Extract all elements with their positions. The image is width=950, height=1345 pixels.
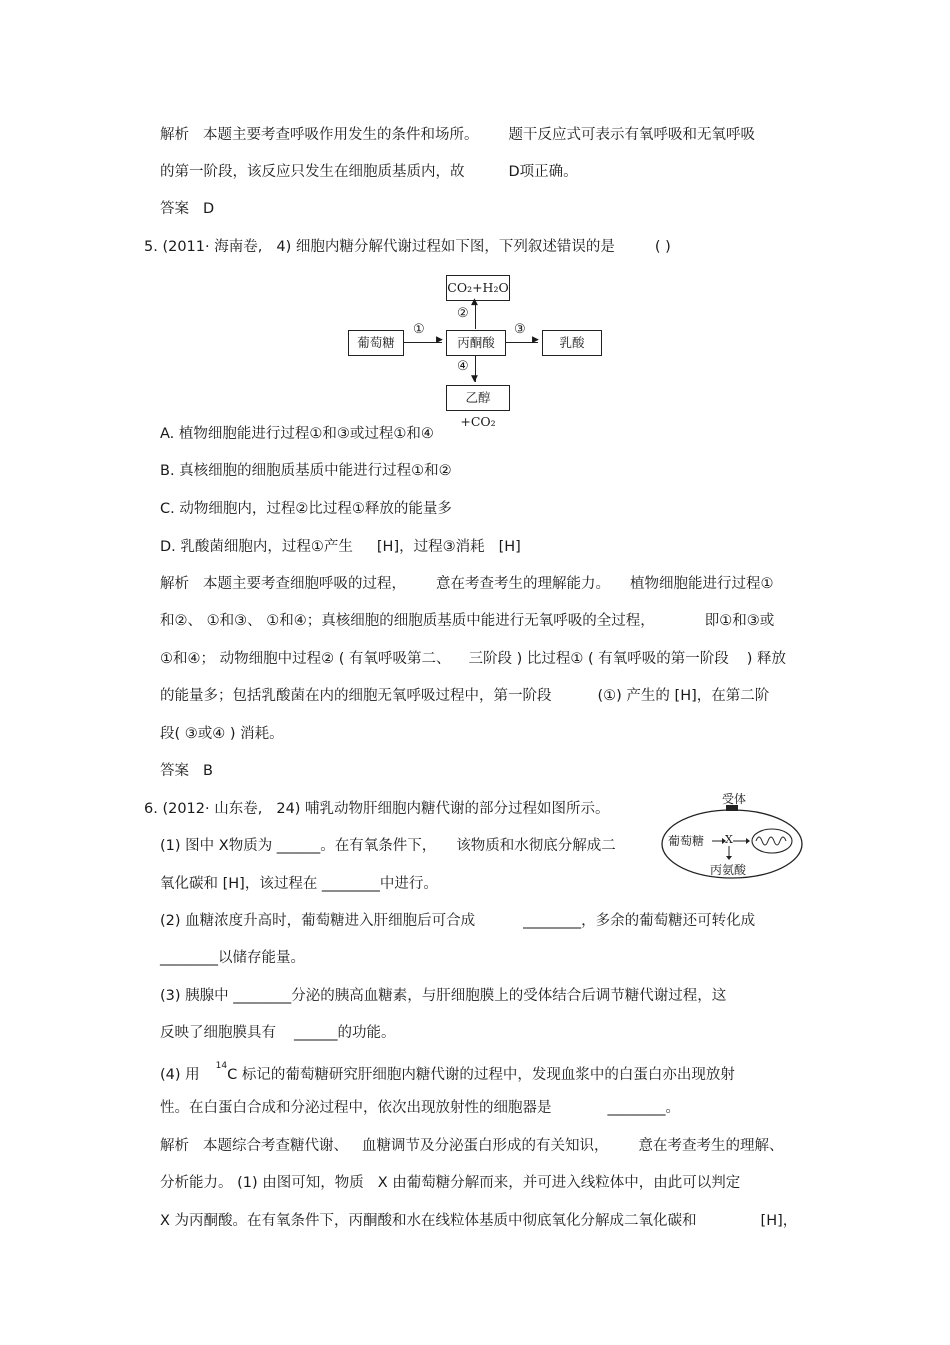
step-2-label: ② bbox=[457, 306, 469, 321]
arrowhead-icon: ▶ bbox=[436, 335, 443, 345]
subquestion-1 bbox=[160, 836, 616, 856]
analysis-line bbox=[160, 1173, 740, 1193]
step-3-label: ③ bbox=[514, 322, 526, 337]
analysis-label: 解析 bbox=[160, 1138, 189, 1154]
lactate-box: 乳酸 bbox=[542, 330, 602, 356]
analysis-text: 三阶段 ) 比过程① ( 有氧呼吸的第一阶段 bbox=[468, 651, 729, 667]
arrowhead-down-icon: ▼ bbox=[471, 374, 478, 384]
x-label: X bbox=[725, 833, 733, 846]
answer-line bbox=[160, 199, 214, 219]
glucose-metabolism-diagram bbox=[348, 270, 608, 429]
answer-value: D bbox=[203, 201, 215, 217]
question-text: 4) 细胞内糖分解代谢过程如下图，下列叙述错误的是 bbox=[276, 239, 615, 255]
subquestion-1-cont: 氧化碳和 [H]，该过程在 ________中进行。 bbox=[160, 876, 438, 892]
analysis-text: 和②、 ①和③、 ①和④；真核细胞的细胞质基质中能进行无氧呼吸的全过程， bbox=[160, 613, 655, 629]
question-source: 5. (2011· 海南卷, bbox=[144, 239, 263, 255]
question-text: 反映了细胞膜具有 bbox=[160, 1025, 276, 1041]
glucose-label: 葡萄糖 bbox=[668, 834, 705, 848]
answer-label: 答案 bbox=[160, 763, 189, 779]
analysis-text: 本题综合考查糖代谢、 bbox=[203, 1138, 348, 1154]
question-stem bbox=[144, 237, 671, 257]
answer-line bbox=[160, 761, 213, 781]
analysis-text: 植物细胞能进行过程① bbox=[630, 576, 774, 592]
ethanol-co2-box: 乙醇 +CO₂ bbox=[446, 385, 510, 411]
isotope-superscript: 14 bbox=[215, 1061, 228, 1071]
analysis-line bbox=[160, 574, 774, 594]
question-text: 性。在白蛋白合成和分泌过程中，依次出现放射性的细胞器是 bbox=[160, 1100, 552, 1116]
subquestion-4-cont bbox=[160, 1098, 680, 1118]
question-source: 6. (2012· 山东卷, bbox=[144, 801, 263, 817]
analysis-text: 的第一阶段，该反应只发生在细胞质基质内，故 bbox=[160, 164, 465, 180]
analysis-text: 即①和③或 bbox=[704, 613, 775, 629]
analysis-text: 血糖调节及分泌蛋白形成的有关知识， bbox=[362, 1138, 609, 1154]
question-text: ______的功能。 bbox=[294, 1025, 396, 1041]
analysis-text: 的能量多；包括乳酸菌在内的细胞无氧呼吸过程中，第一阶段 bbox=[160, 688, 552, 704]
analysis-text: 意在考查考生的理解能力。 bbox=[436, 576, 610, 592]
analysis-text: ) 释放 bbox=[746, 651, 787, 667]
analysis-line bbox=[160, 1211, 797, 1231]
option-text: D. 乳酸菌细胞内，过程①产生 bbox=[160, 539, 353, 555]
question-stem bbox=[144, 799, 610, 819]
analysis-text: 本题主要考查细胞呼吸的过程， bbox=[203, 576, 406, 592]
analysis-line bbox=[160, 611, 774, 631]
analysis-text: 意在考查考生的理解、 bbox=[638, 1138, 784, 1154]
analysis-text: ①和④； 动物细胞中过程② ( 有氧呼吸第二、 bbox=[160, 651, 451, 667]
answer-value: B bbox=[203, 763, 213, 779]
subquestion-3: (3) 胰腺中 ________分泌的胰高血糖素，与肝细胞膜上的受体结合后调节糖代谢过程，这 bbox=[160, 988, 727, 1004]
analysis-line: 段( ③或④ ) 消耗。 bbox=[160, 726, 284, 742]
co2-h2o-box: CO₂+H₂O bbox=[446, 275, 510, 301]
option-c: C. 动物细胞内，过程②比过程①释放的能量多 bbox=[160, 501, 452, 517]
answer-label: 答案 bbox=[160, 201, 189, 217]
option-text: [H] bbox=[498, 539, 521, 555]
analysis-label: 解析 bbox=[160, 576, 189, 592]
analysis-text: X 为丙酮酸。在有氧条件下，丙酮酸和水在线粒体基质中彻底氧化分解成二氧化碳和 bbox=[160, 1213, 697, 1229]
subquestion-3-cont bbox=[160, 1023, 396, 1043]
question-text: (1) 图中 X物质为 ______。在有氧条件下， bbox=[160, 838, 437, 854]
analysis-line bbox=[160, 125, 755, 145]
analysis-text: X 由葡萄糖分解而来，并可进入线粒体中，由此可以判定 bbox=[377, 1175, 741, 1191]
question-text: (2) 血糖浓度升高时，葡萄糖进入肝细胞后可合成 bbox=[160, 913, 476, 929]
option-d bbox=[160, 537, 521, 557]
arrowhead-up-icon: ▲ bbox=[471, 297, 478, 307]
step-1-label: ① bbox=[413, 322, 425, 337]
analysis-text: [H]， bbox=[760, 1213, 798, 1229]
analysis-text: 分析能力。 (1) 由图可知，物质 bbox=[160, 1175, 364, 1191]
question-text: 24) 哺乳动物肝细胞内糖代谢的部分过程如图所示。 bbox=[276, 801, 610, 817]
subquestion-2-cont: ________以储存能量。 bbox=[160, 950, 305, 966]
analysis-label: 解析 bbox=[160, 127, 189, 143]
analysis-text: 题干反应式可表示有氧呼吸和无氧呼吸 bbox=[508, 127, 755, 143]
analysis-line bbox=[160, 1136, 784, 1156]
pyruvate-box: 丙酮酸 bbox=[446, 330, 506, 356]
receptor-label: 受体 bbox=[722, 792, 747, 806]
question-text: C 标记的葡萄糖研究肝细胞内糖代谢的过程中，发现血浆中的白蛋白亦出现放射 bbox=[227, 1066, 735, 1083]
analysis-line bbox=[160, 686, 769, 706]
analysis-line bbox=[160, 162, 578, 182]
question-text: 该物质和水彻底分解成二 bbox=[456, 838, 616, 854]
analysis-text: D项正确。 bbox=[508, 164, 578, 180]
question-text: ________。 bbox=[607, 1100, 680, 1116]
glucose-box: 葡萄糖 bbox=[348, 330, 404, 356]
option-a: A. 植物细胞能进行过程①和③或过程①和④ bbox=[160, 426, 434, 442]
subquestion-4 bbox=[160, 1061, 735, 1085]
arrowhead-icon: ▶ bbox=[532, 335, 539, 345]
question-text: ________，多余的葡萄糖还可转化成 bbox=[523, 913, 756, 929]
step-4-label: ④ bbox=[457, 359, 469, 374]
analysis-line bbox=[160, 649, 786, 669]
alanine-label: 丙氨酸 bbox=[710, 863, 747, 877]
analysis-text: 本题主要考查呼吸作用发生的条件和场所。 bbox=[203, 127, 479, 143]
question-text: (4) 用 bbox=[160, 1066, 200, 1083]
subquestion-2 bbox=[160, 911, 755, 931]
analysis-text: (①) 产生的 [H]，在第二阶 bbox=[597, 688, 770, 704]
answer-bracket: ( ) bbox=[654, 239, 671, 255]
option-b: B. 真核细胞的细胞质基质中能进行过程①和② bbox=[160, 463, 452, 479]
liver-cell-diagram bbox=[660, 792, 805, 882]
option-text: [H]，过程③消耗 bbox=[376, 539, 485, 555]
